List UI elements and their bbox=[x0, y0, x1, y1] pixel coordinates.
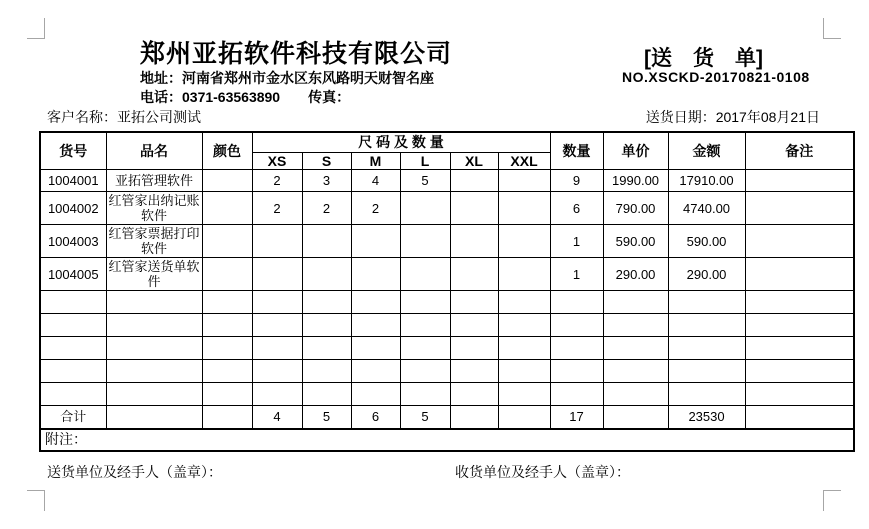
date-label: 送货日期： bbox=[645, 109, 716, 125]
table-cell bbox=[40, 314, 106, 337]
table-cell: 3 bbox=[302, 170, 351, 192]
table-body bbox=[40, 170, 854, 406]
table-cell: 2 bbox=[252, 170, 302, 192]
table-cell bbox=[498, 337, 550, 360]
table-cell bbox=[202, 383, 252, 406]
table-cell bbox=[252, 291, 302, 314]
date-field bbox=[646, 107, 820, 127]
table-cell bbox=[550, 360, 603, 383]
table-cell bbox=[202, 337, 252, 360]
table-cell bbox=[450, 314, 498, 337]
table-cell bbox=[106, 360, 202, 383]
table-cell bbox=[400, 383, 450, 406]
table-notes-row bbox=[40, 429, 854, 451]
table-cell bbox=[745, 170, 854, 192]
table-cell bbox=[550, 314, 603, 337]
table-cell bbox=[40, 337, 106, 360]
table-row bbox=[40, 170, 854, 192]
table-cell: 1 bbox=[550, 225, 603, 258]
customer-value: 亚拓公司测试 bbox=[117, 109, 201, 125]
header-size-group: 尺 码 及 数 量 bbox=[252, 132, 550, 153]
table-cell bbox=[550, 383, 603, 406]
table-cell bbox=[745, 360, 854, 383]
crop-mark-bottom-right bbox=[823, 490, 841, 511]
table-cell bbox=[745, 225, 854, 258]
table-cell: 1004002 bbox=[40, 192, 106, 225]
customer-label: 客户名称： bbox=[47, 109, 117, 125]
header-qty: 数量 bbox=[550, 132, 603, 170]
table-cell bbox=[351, 258, 400, 291]
header-size-xl: XL bbox=[450, 153, 498, 170]
table-row bbox=[40, 258, 854, 291]
header-amount: 金额 bbox=[668, 132, 745, 170]
table-cell bbox=[302, 383, 351, 406]
table-cell bbox=[603, 360, 668, 383]
table-cell bbox=[450, 258, 498, 291]
total-label: 合计 bbox=[40, 406, 106, 429]
document-number: NO.XSCKD-20170821-0108 bbox=[622, 69, 810, 85]
table-cell bbox=[351, 291, 400, 314]
table-cell bbox=[400, 337, 450, 360]
table-cell bbox=[40, 291, 106, 314]
date-value: 2017年08月21日 bbox=[715, 109, 820, 125]
table-cell bbox=[450, 360, 498, 383]
table-cell bbox=[498, 360, 550, 383]
table-cell bbox=[252, 383, 302, 406]
table-total-row bbox=[40, 406, 854, 429]
total-amount: 23530 bbox=[668, 406, 745, 429]
table-cell bbox=[603, 291, 668, 314]
table-cell: 2 bbox=[252, 192, 302, 225]
crop-mark-top-left bbox=[27, 18, 45, 39]
header-color: 颜色 bbox=[202, 132, 252, 170]
table-cell bbox=[498, 258, 550, 291]
table-row bbox=[40, 225, 854, 258]
table-cell bbox=[668, 360, 745, 383]
table-cell bbox=[106, 314, 202, 337]
table-cell: 1004005 bbox=[40, 258, 106, 291]
table-cell bbox=[550, 337, 603, 360]
total-size-xl bbox=[450, 406, 498, 429]
crop-mark-bottom-left bbox=[27, 490, 45, 511]
header-name: 品名 bbox=[106, 132, 202, 170]
table-cell: 2 bbox=[351, 192, 400, 225]
header-size-l: L bbox=[400, 153, 450, 170]
customer-field bbox=[47, 107, 201, 127]
table-cell bbox=[351, 225, 400, 258]
table-cell: 6 bbox=[550, 192, 603, 225]
table-cell: 红管家出纳记账软件 bbox=[106, 192, 202, 225]
table-cell bbox=[450, 383, 498, 406]
table-cell: 5 bbox=[400, 170, 450, 192]
table-cell bbox=[252, 258, 302, 291]
table-cell bbox=[498, 225, 550, 258]
table-cell: 590.00 bbox=[603, 225, 668, 258]
table-cell bbox=[450, 192, 498, 225]
receiver-signature-label: 收货单位及经手人（盖章）： bbox=[455, 464, 630, 480]
table-cell: 1990.00 bbox=[603, 170, 668, 192]
table-cell bbox=[202, 225, 252, 258]
table-cell bbox=[498, 291, 550, 314]
table-cell bbox=[106, 406, 202, 429]
table-cell bbox=[745, 258, 854, 291]
table-cell bbox=[202, 258, 252, 291]
table-cell bbox=[745, 192, 854, 225]
table-cell bbox=[603, 383, 668, 406]
header-note: 备注 bbox=[745, 132, 854, 170]
header-price: 单价 bbox=[603, 132, 668, 170]
table-cell bbox=[603, 337, 668, 360]
table-cell: 1 bbox=[550, 258, 603, 291]
table-cell bbox=[202, 170, 252, 192]
table-cell bbox=[302, 337, 351, 360]
table-cell bbox=[400, 360, 450, 383]
table-cell bbox=[400, 225, 450, 258]
table-cell bbox=[302, 360, 351, 383]
table-cell bbox=[202, 192, 252, 225]
company-name: 郑州亚拓软件科技有限公司 bbox=[140, 40, 453, 68]
table-cell bbox=[252, 314, 302, 337]
table-header-row-group bbox=[40, 132, 854, 153]
table-cell: 9 bbox=[550, 170, 603, 192]
header-size-xxl: XXL bbox=[498, 153, 550, 170]
header-item-no: 货号 bbox=[40, 132, 106, 170]
table-cell bbox=[450, 170, 498, 192]
table-cell bbox=[106, 337, 202, 360]
table-cell bbox=[745, 383, 854, 406]
table-cell bbox=[302, 258, 351, 291]
table-cell bbox=[106, 383, 202, 406]
table-cell bbox=[302, 225, 351, 258]
table-cell: 亚拓管理软件 bbox=[106, 170, 202, 192]
table-cell bbox=[603, 314, 668, 337]
table-empty-row bbox=[40, 337, 854, 360]
table-cell: 4 bbox=[351, 170, 400, 192]
table-cell bbox=[668, 383, 745, 406]
total-price bbox=[603, 406, 668, 429]
table-empty-row bbox=[40, 360, 854, 383]
table-cell bbox=[252, 360, 302, 383]
table-cell: 红管家票据打印软件 bbox=[106, 225, 202, 258]
table-cell bbox=[450, 337, 498, 360]
table-cell bbox=[450, 225, 498, 258]
table-cell bbox=[498, 314, 550, 337]
table-cell: 290.00 bbox=[668, 258, 745, 291]
crop-mark-top-right bbox=[823, 18, 841, 39]
table-cell bbox=[400, 192, 450, 225]
table-cell bbox=[302, 291, 351, 314]
table-cell bbox=[400, 258, 450, 291]
table-cell bbox=[450, 291, 498, 314]
table-cell bbox=[550, 291, 603, 314]
header-size-s: S bbox=[302, 153, 351, 170]
table-empty-row bbox=[40, 291, 854, 314]
table-cell: 290.00 bbox=[603, 258, 668, 291]
table-cell: 2 bbox=[302, 192, 351, 225]
table-cell bbox=[40, 383, 106, 406]
table-cell bbox=[498, 170, 550, 192]
table-cell bbox=[40, 360, 106, 383]
total-size-xxl bbox=[498, 406, 550, 429]
table-cell bbox=[498, 192, 550, 225]
table-cell bbox=[745, 291, 854, 314]
table-empty-row bbox=[40, 314, 854, 337]
sender-signature-label: 送货单位及经手人（盖章）： bbox=[47, 464, 222, 480]
total-size-xs: 4 bbox=[252, 406, 302, 429]
total-size-s: 5 bbox=[302, 406, 351, 429]
total-size-l: 5 bbox=[400, 406, 450, 429]
header-size-xs: XS bbox=[252, 153, 302, 170]
delivery-table bbox=[39, 131, 855, 452]
total-qty: 17 bbox=[550, 406, 603, 429]
table-cell: 1004001 bbox=[40, 170, 106, 192]
table-cell bbox=[745, 337, 854, 360]
table-cell bbox=[202, 406, 252, 429]
table-cell bbox=[668, 314, 745, 337]
table-cell: 590.00 bbox=[668, 225, 745, 258]
table-cell bbox=[400, 314, 450, 337]
table-cell bbox=[668, 291, 745, 314]
table-cell: 4740.00 bbox=[668, 192, 745, 225]
table-cell bbox=[745, 314, 854, 337]
table-cell bbox=[252, 225, 302, 258]
table-cell bbox=[498, 383, 550, 406]
table-cell bbox=[351, 383, 400, 406]
table-cell bbox=[351, 360, 400, 383]
table-empty-row bbox=[40, 383, 854, 406]
table-cell bbox=[351, 314, 400, 337]
header-size-m: M bbox=[351, 153, 400, 170]
total-note bbox=[745, 406, 854, 429]
table-cell: 17910.00 bbox=[668, 170, 745, 192]
company-phone: 电话：0371-63563890 传真： bbox=[140, 89, 351, 105]
table-row bbox=[40, 192, 854, 225]
table-cell bbox=[668, 337, 745, 360]
table-cell bbox=[202, 314, 252, 337]
table-cell bbox=[302, 314, 351, 337]
table-cell: 790.00 bbox=[603, 192, 668, 225]
table-cell bbox=[252, 337, 302, 360]
info-row bbox=[47, 107, 820, 127]
table-cell: 红管家送货单软件 bbox=[106, 258, 202, 291]
table-cell bbox=[202, 291, 252, 314]
table-cell bbox=[351, 337, 400, 360]
document-title: [送 货 单] bbox=[644, 47, 763, 70]
table-cell bbox=[400, 291, 450, 314]
table-cell bbox=[202, 360, 252, 383]
total-size-m: 6 bbox=[351, 406, 400, 429]
table-cell: 1004003 bbox=[40, 225, 106, 258]
table-cell bbox=[106, 291, 202, 314]
notes-label: 附注： bbox=[40, 429, 854, 451]
company-address: 地址：河南省郑州市金水区东风路明天财智名座 bbox=[140, 70, 434, 86]
